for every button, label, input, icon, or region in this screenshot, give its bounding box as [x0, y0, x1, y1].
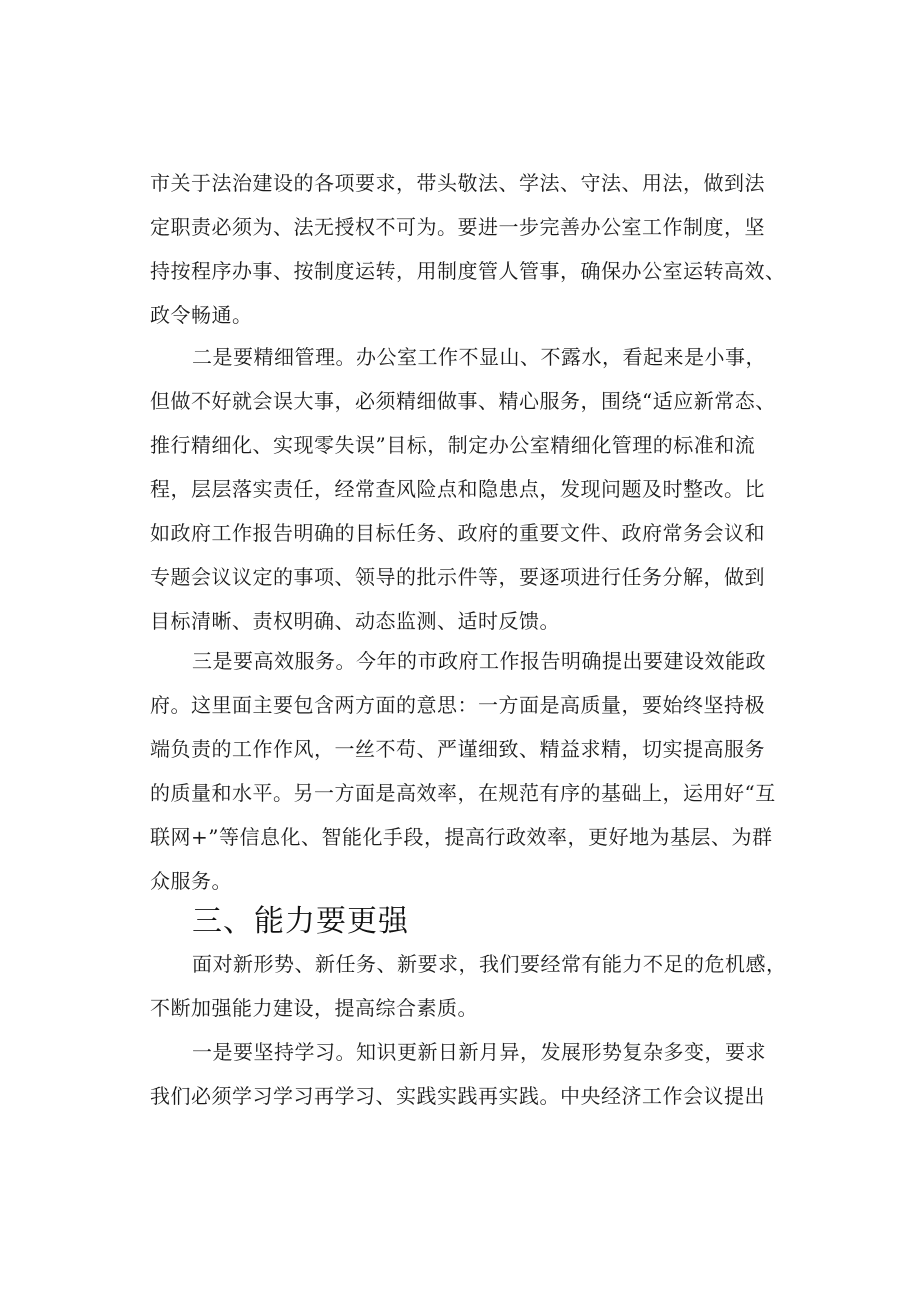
paragraph-capability-intro — [150, 942, 810, 1030]
text-line: 政令畅通。 — [150, 303, 253, 327]
text-line: 的质量和水平。另一方面是高效率，在规范有序的基础上，运用好“互 — [150, 781, 776, 805]
text-line: 持按程序办事、按制度运转，用制度管人管事，确保办公室运转高效、 — [150, 259, 786, 283]
text-line: 我们必须学习学习再学习、实践实践再实践。中央经济工作会议提出 — [150, 1084, 765, 1108]
text-line: 程，层层落实责任，经常查风险点和隐患点，发现问题及时整改。比 — [150, 477, 765, 501]
text-line: 专题会议议定的事项、领导的批示件等，要逐项进行任务分解，做到 — [150, 565, 765, 589]
text-line: 二是要精细管理。办公室工作不显山、不露水，看起来是小事， — [192, 345, 766, 369]
text-line: 府。这里面主要包含两方面的意思：一方面是高质量，要始终坚持极 — [150, 693, 765, 717]
text-line: 一是要坚持学习。知识更新日新月异，发展形势复杂多变，要求 — [192, 1040, 766, 1064]
text-line: 定职责必须为、法无授权不可为。要进一步完善办公室工作制度，坚 — [150, 215, 765, 239]
paragraph-efficient-service — [150, 639, 810, 903]
text-line: 如政府工作报告明确的目标任务、政府的重要文件、政府常务会议和 — [150, 521, 765, 545]
paragraph-law-requirements — [150, 161, 810, 337]
paragraph-keep-learning — [150, 1030, 810, 1118]
text-line: 但做不好就会误大事，必须精细做事、精心服务，围绕“适应新常态、 — [150, 389, 776, 413]
text-line: 不断加强能力建设，提高综合素质。 — [150, 996, 478, 1020]
text-line: 端负责的工作作风，一丝不苟、严谨细致、精益求精，切实提高服务 — [150, 737, 765, 761]
text-line: 目标清晰、责权明确、动态监测、适时反馈。 — [150, 609, 560, 633]
text-line: 联网+”等信息化、智能化手段，提高行政效率，更好地为基层、为群 — [150, 825, 773, 849]
paragraph-fine-management — [150, 335, 810, 643]
text-line: 市关于法治建设的各项要求，带头敬法、学法、守法、用法，做到法 — [150, 171, 765, 195]
section-heading: 三、能力要更强 — [192, 904, 409, 939]
text-line: 众服务。 — [150, 869, 232, 893]
text-line: 三是要高效服务。今年的市政府工作报告明确提出要建设效能政 — [192, 649, 766, 673]
text-line: 推行精细化、实现零失误”目标，制定办公室精细化管理的标准和流 — [150, 433, 756, 457]
text-line: 面对新形势、新任务、新要求，我们要经常有能力不足的危机感， — [192, 952, 787, 976]
